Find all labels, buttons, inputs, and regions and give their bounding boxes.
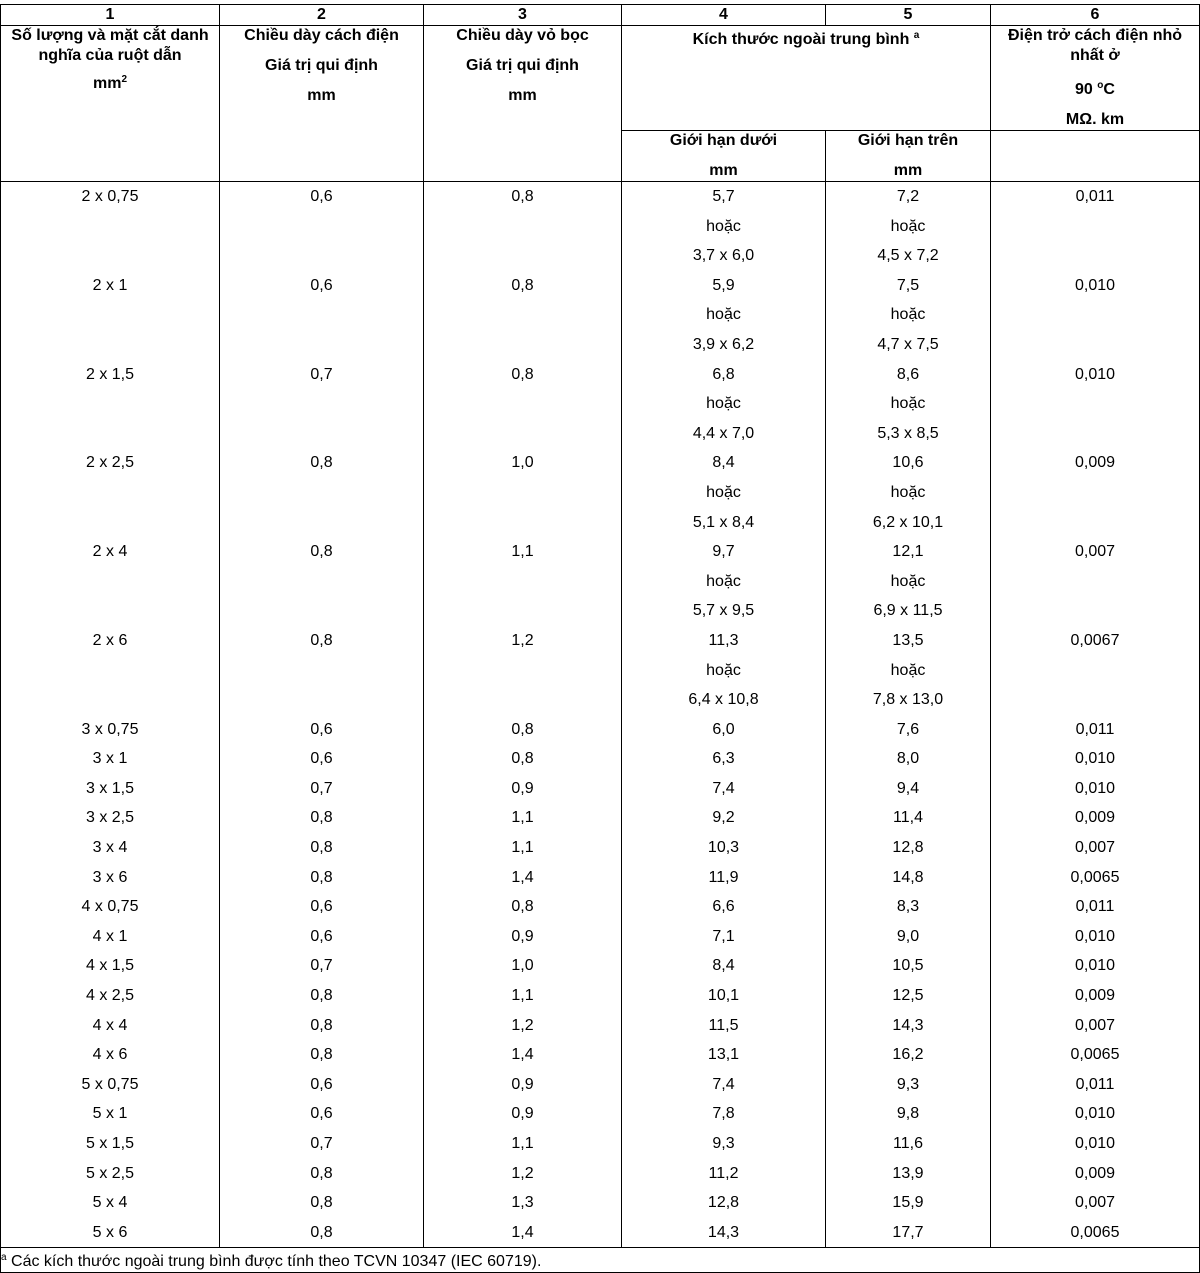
cell-c5: 9,3 [826, 1070, 991, 1100]
table-row [1, 951, 1200, 981]
cell-c2: 0,6 [220, 892, 424, 922]
cell-c2: 0,7 [220, 360, 424, 449]
cell-c2: 0,7 [220, 1129, 424, 1159]
table-row [1, 1040, 1200, 1070]
header-sheath-thickness: Chiều dày vỏ bọc Giá trị qui định mm [424, 26, 622, 182]
cell-c4: 9,2 [622, 803, 826, 833]
cell-c6: 0,009 [991, 981, 1200, 1011]
cell-c2: 0,8 [220, 981, 424, 1011]
cell-c3: 0,9 [424, 922, 622, 952]
cell-c4: 8,4 hoặc 5,1 x 8,4 [622, 448, 826, 537]
cell-c1: 5 x 4 [1, 1188, 220, 1218]
table-row [1, 892, 1200, 922]
cell-c1: 5 x 6 [1, 1218, 220, 1248]
cell-c1: 3 x 4 [1, 833, 220, 863]
cell-c1: 3 x 1,5 [1, 774, 220, 804]
col-number-6: 6 [991, 5, 1200, 26]
footnote-mark: a [913, 30, 920, 41]
cell-c1: 5 x 0,75 [1, 1070, 220, 1100]
cell-c4: 13,1 [622, 1040, 826, 1070]
cell-c6: 0,009 [991, 448, 1200, 537]
cell-c6: 0,0065 [991, 863, 1200, 893]
cell-c1: 2 x 6 [1, 626, 220, 715]
cell-c2: 0,6 [220, 1070, 424, 1100]
header-insulation-thickness: Chiều dày cách điện Giá trị qui định mm [220, 26, 424, 182]
cell-c1: 4 x 1 [1, 922, 220, 952]
cell-c6: 0,010 [991, 774, 1200, 804]
cell-c1: 4 x 2,5 [1, 981, 220, 1011]
cell-c6: 0,007 [991, 833, 1200, 863]
cell-c2: 0,6 [220, 182, 424, 271]
cell-c6: 0,010 [991, 1099, 1200, 1129]
cell-c5: 8,6 hoặc 5,3 x 8,5 [826, 360, 991, 449]
cell-c3: 1,0 [424, 951, 622, 981]
table-row [1, 1129, 1200, 1159]
cell-c4: 11,9 [622, 863, 826, 893]
cell-c3: 1,1 [424, 1129, 622, 1159]
cell-c4: 7,4 [622, 774, 826, 804]
cell-c4: 5,7 hoặc 3,7 x 6,0 [622, 182, 826, 271]
cell-c4: 14,3 [622, 1218, 826, 1248]
cell-c3: 0,8 [424, 271, 622, 360]
cell-c5: 13,9 [826, 1159, 991, 1189]
header-conductor: Số lượng và mặt cắt danh nghĩa của ruột dẫn $mm^2$ [1, 26, 220, 182]
cell-c4: 5,9 hoặc 3,9 x 6,2 [622, 271, 826, 360]
table-row [1, 715, 1200, 745]
cell-c4: 6,3 [622, 744, 826, 774]
cell-c2: 0,6 [220, 271, 424, 360]
cell-c6: 0,010 [991, 271, 1200, 360]
cell-c6: 0,0067 [991, 626, 1200, 715]
cell-c2: 0,8 [220, 833, 424, 863]
cell-c4: 11,5 [622, 1011, 826, 1041]
cell-c1: 2 x 4 [1, 537, 220, 626]
cell-c2: 0,8 [220, 626, 424, 715]
cell-c4: 7,8 [622, 1099, 826, 1129]
cell-c6: 0,007 [991, 537, 1200, 626]
col-number-1: 1 [1, 5, 220, 26]
cell-c5: 9,0 [826, 922, 991, 952]
cell-c2: 0,8 [220, 537, 424, 626]
cell-c2: 0,8 [220, 1218, 424, 1248]
table-row [1, 1188, 1200, 1218]
cell-c6: 0,007 [991, 1188, 1200, 1218]
cell-c5: 17,7 [826, 1218, 991, 1248]
table-row [1, 1159, 1200, 1189]
cell-c1: 5 x 1 [1, 1099, 220, 1129]
header-upper-limit: Giới hạn trên mm [826, 131, 991, 182]
table-row [1, 833, 1200, 863]
cell-c2: 0,8 [220, 1011, 424, 1041]
cell-c5: 11,6 [826, 1129, 991, 1159]
cell-c2: 0,7 [220, 774, 424, 804]
cell-c4: 10,3 [622, 833, 826, 863]
table-row [1, 271, 1200, 360]
cell-c3: 0,8 [424, 182, 622, 271]
cell-c4: 6,6 [622, 892, 826, 922]
col-number-4: 4 [622, 5, 826, 26]
cell-c5: 10,5 [826, 951, 991, 981]
cell-c2: 0,7 [220, 951, 424, 981]
cell-c5: 13,5 hoặc 7,8 x 13,0 [826, 626, 991, 715]
cell-c2: 0,6 [220, 744, 424, 774]
cell-c5: 9,4 [826, 774, 991, 804]
cell-c3: 1,1 [424, 803, 622, 833]
cell-c6: 0,010 [991, 951, 1200, 981]
cell-c5: 7,2 hoặc 4,5 x 7,2 [826, 182, 991, 271]
cell-c2: 0,8 [220, 803, 424, 833]
footnote: $^a$ Các kích thước ngoài trung bình được tính theo TCVN 10347 (IEC 60719). [1, 1248, 1200, 1273]
table-row [1, 1011, 1200, 1041]
cell-c5: 9,8 [826, 1099, 991, 1129]
cell-c5: 12,1 hoặc 6,9 x 11,5 [826, 537, 991, 626]
cell-c6: 0,010 [991, 744, 1200, 774]
cell-c2: 0,8 [220, 1040, 424, 1070]
cell-c1: 2 x 2,5 [1, 448, 220, 537]
cell-c3: 1,4 [424, 1040, 622, 1070]
cell-c3: 0,8 [424, 744, 622, 774]
footnote-row [1, 1248, 1200, 1273]
cell-c2: 0,6 [220, 922, 424, 952]
cell-c3: 0,8 [424, 715, 622, 745]
cable-spec-table [0, 4, 1200, 1273]
cell-c6: 0,0065 [991, 1218, 1200, 1248]
cell-c1: 3 x 1 [1, 744, 220, 774]
cell-c3: 0,9 [424, 1099, 622, 1129]
col-number-5: 5 [826, 5, 991, 26]
cell-c3: 1,2 [424, 1159, 622, 1189]
cell-c3: 0,8 [424, 892, 622, 922]
cell-c1: 4 x 0,75 [1, 892, 220, 922]
cell-c6: 0,011 [991, 892, 1200, 922]
cell-c3: 0,8 [424, 360, 622, 449]
cell-c1: 2 x 0,75 [1, 182, 220, 271]
cell-c1: 3 x 6 [1, 863, 220, 893]
cell-c3: 1,1 [424, 981, 622, 1011]
cell-c1: 5 x 1,5 [1, 1129, 220, 1159]
cell-c4: 7,1 [622, 922, 826, 952]
cell-c4: 12,8 [622, 1188, 826, 1218]
table-row [1, 448, 1200, 537]
cell-c2: 0,8 [220, 448, 424, 537]
cell-c3: 1,4 [424, 1218, 622, 1248]
cell-c3: 1,0 [424, 448, 622, 537]
col-number-2: 2 [220, 5, 424, 26]
header-lower-limit: Giới hạn dưới mm [622, 131, 826, 182]
table-row [1, 922, 1200, 952]
cell-c1: 4 x 6 [1, 1040, 220, 1070]
table-row [1, 1070, 1200, 1100]
cell-c6: 0,010 [991, 360, 1200, 449]
table-body [1, 182, 1200, 1248]
cell-c2: 0,6 [220, 715, 424, 745]
cell-c5: 12,5 [826, 981, 991, 1011]
cell-c1: 4 x 1,5 [1, 951, 220, 981]
cell-c1: 5 x 2,5 [1, 1159, 220, 1189]
cell-c3: 1,2 [424, 1011, 622, 1041]
cell-c2: 0,6 [220, 1099, 424, 1129]
cell-c1: 4 x 4 [1, 1011, 220, 1041]
table-row [1, 863, 1200, 893]
cell-c5: 12,8 [826, 833, 991, 863]
cell-c4: 11,3 hoặc 6,4 x 10,8 [622, 626, 826, 715]
cell-c5: 8,0 [826, 744, 991, 774]
header-insulation-resistance: Điện trở cách điện nhỏ nhất ở 90 $^o$C MΩ. km [991, 26, 1200, 131]
col-number-3: 3 [424, 5, 622, 26]
cell-c5: 14,8 [826, 863, 991, 893]
cell-c6: 0,011 [991, 1070, 1200, 1100]
cell-c3: 0,9 [424, 1070, 622, 1100]
cell-c3: 1,4 [424, 863, 622, 893]
table-row [1, 1099, 1200, 1129]
cell-c2: 0,8 [220, 1159, 424, 1189]
cell-c2: 0,8 [220, 863, 424, 893]
cell-c3: 1,2 [424, 626, 622, 715]
cell-c1: 3 x 2,5 [1, 803, 220, 833]
cell-c1: 2 x 1 [1, 271, 220, 360]
table-row [1, 626, 1200, 715]
cell-c6: 0,007 [991, 1011, 1200, 1041]
cell-c4: 10,1 [622, 981, 826, 1011]
header-mean-outer-dimensions: Kích thước ngoài trung bình $^a$ [622, 26, 991, 131]
table-row [1, 744, 1200, 774]
cell-c3: 1,1 [424, 833, 622, 863]
table-row [1, 360, 1200, 449]
cell-c6: 0,011 [991, 715, 1200, 745]
cell-c6: 0,009 [991, 803, 1200, 833]
cell-c3: 1,3 [424, 1188, 622, 1218]
cell-c5: 10,6 hoặc 6,2 x 10,1 [826, 448, 991, 537]
cell-c3: 0,9 [424, 774, 622, 804]
cell-c5: 15,9 [826, 1188, 991, 1218]
cell-c6: 0,010 [991, 922, 1200, 952]
cell-c3: 1,1 [424, 537, 622, 626]
cell-c4: 11,2 [622, 1159, 826, 1189]
cell-c4: 8,4 [622, 951, 826, 981]
column-number-row [1, 5, 1200, 26]
cell-c1: 2 x 1,5 [1, 360, 220, 449]
cell-c6: 0,009 [991, 1159, 1200, 1189]
cell-c1: 3 x 0,75 [1, 715, 220, 745]
table-row [1, 1218, 1200, 1248]
cell-c5: 7,5 hoặc 4,7 x 7,5 [826, 271, 991, 360]
cell-c4: 9,3 [622, 1129, 826, 1159]
table-row [1, 803, 1200, 833]
cell-c2: 0,8 [220, 1188, 424, 1218]
table-row [1, 182, 1200, 271]
cell-c4: 7,4 [622, 1070, 826, 1100]
cell-c6: 0,0065 [991, 1040, 1200, 1070]
cell-c6: 0,010 [991, 1129, 1200, 1159]
table-row [1, 981, 1200, 1011]
cell-c5: 8,3 [826, 892, 991, 922]
cell-c5: 7,6 [826, 715, 991, 745]
cell-c4: 6,0 [622, 715, 826, 745]
header-row-main [1, 26, 1200, 131]
cell-c4: 6,8 hoặc 4,4 x 7,0 [622, 360, 826, 449]
cell-c5: 14,3 [826, 1011, 991, 1041]
header-empty-cell [991, 131, 1200, 182]
cell-c5: 11,4 [826, 803, 991, 833]
cell-c5: 16,2 [826, 1040, 991, 1070]
table-row [1, 537, 1200, 626]
table-row [1, 774, 1200, 804]
cell-c4: 9,7 hoặc 5,7 x 9,5 [622, 537, 826, 626]
cell-c6: 0,011 [991, 182, 1200, 271]
